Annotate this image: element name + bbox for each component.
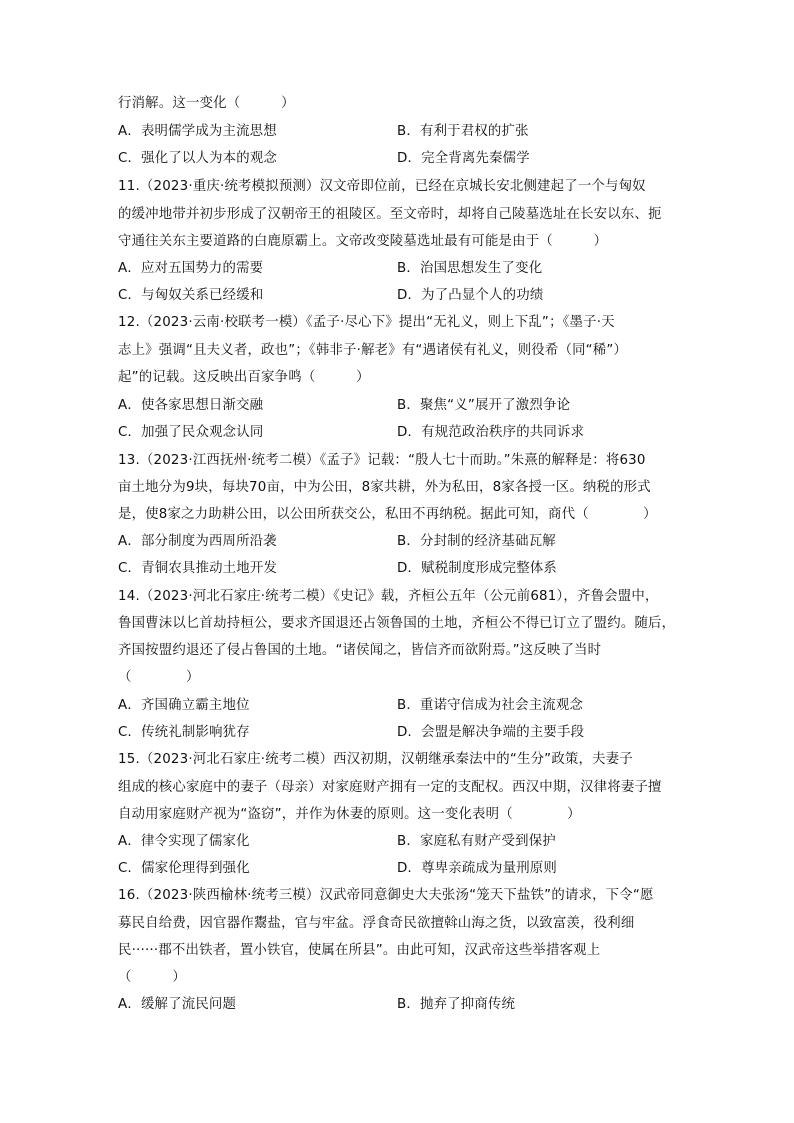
question-12-line: 12.（2023·云南·校联考一模）《孟子·尽心下》提出“无礼义，则上下乱”；《墨子·天 [118,315,615,330]
option-b: B．聚焦“义”展开了激烈争论 [397,398,571,413]
option-c: C．与匈奴关系已经缓和 [118,288,264,303]
option-b: B．治国思想发生了变化 [397,261,543,276]
question-14-line: 14.（2023·河北石家庄·统考二模）《史记》载，齐桓公五年（公元前681），齐鲁会盟中， [118,589,659,604]
text-line: 齐国按盟约退还了侵占鲁国的土地。“诸侯闻之，皆信齐而欲附焉。”这反映了当时 [118,643,602,658]
text-line: 守通往关东主要道路的白鹿原霸上。文帝改变陵墓选址最有可能是由于（ ） [118,234,608,249]
option-d: D．有规范政治秩序的共同诉求 [397,425,585,440]
text-line: 起”的记载。这反映出百家争鸣（ ） [118,370,370,385]
option-a: A．使各家思想日渐交融 [118,398,264,413]
option-d: D．赋税制度形成完整体系 [397,561,558,576]
option-a: A．表明儒学成为主流思想 [118,124,277,139]
text-line: 组成的核心家庭中的妻子（母亲）对家庭财产拥有一定的支配权。西汉中期，汉律将妻子擅 [118,780,662,795]
option-b: B．家庭私有财产受到保护 [397,834,556,849]
option-c: C．儒家伦理得到强化 [118,861,250,876]
option-d: D．尊卑亲疏成为量刑原则 [397,861,558,876]
option-d: D．会盟是解决争端的主要手段 [397,725,585,740]
option-a: A．律令实现了儒家化 [118,834,250,849]
option-b: B．重诺守信成为社会主流观念 [397,698,584,713]
question-16-line: 16.（2023·陕西榆林·统考三模）汉武帝同意御史大夫张汤“笼天下盐铁”的请求，下令“愿 [118,888,654,903]
option-b: B．有利于君权的扩张 [397,124,529,139]
option-c: C．传统礼制影响犹存 [118,725,250,740]
option-d: D．为了凸显个人的功绩 [397,288,544,303]
text-line: 的缓冲地带并初步形成了汉朝帝王的祖陵区。至文帝时，却将自己陵墓选址在长安以东、扼 [118,207,662,222]
text-line: 亩土地分为9块，每块70亩，中为公田，8家共耕，外为私田，8家各授一区。纳税的形式 [118,480,651,495]
text-line: 志上》强调“且夫义者，政也”；《韩非子·解老》有“遇诸侯有礼义，则役希（同“稀”） [118,343,628,358]
option-a: A．缓解了流民问题 [118,997,237,1012]
option-c: C．强化了以人为本的观念 [118,151,278,166]
option-b: B．抛弃了抑商传统 [397,997,516,1012]
option-b: B．分封制的经济基础瓦解 [397,534,556,549]
question-11-line: 11.（2023·重庆·统考模拟预测）汉文帝即位前，已经在京城长安北侧建起了一个与匈奴 [118,179,646,194]
option-a: A．部分制度为西周所沿袭 [118,534,277,549]
answer-blank: （ ） [118,670,200,685]
text-line: 是，使8家之力助耕公田，以公田所获交公，私田不再纳税。据此可知，商代（ ） [118,507,657,522]
text-line: 行消解。这一变化（ ） [118,96,295,111]
option-d: D．完全背离先秦儒学 [397,151,530,166]
text-line: 民······郡不出铁者，置小铁官，使属在所县”。由此可知，汉武帝这些举措客观上 [118,943,601,958]
text-line: 鲁国曹沫以匕首劫持桓公，要求齐国退还占领鲁国的土地，齐桓公不得已订立了盟约。随后， [118,616,676,631]
text-line: 自动用家庭财产视为“盗窃”，并作为休妻的原则。这一变化表明（ ） [118,807,581,822]
option-a: A．应对五国势力的需要 [118,261,264,276]
answer-blank: （ ） [118,970,186,985]
option-a: A．齐国确立霸主地位 [118,698,250,713]
option-c: C．加强了民众观念认同 [118,425,264,440]
option-c: C．青铜农具推动土地开发 [118,561,278,576]
question-15-line: 15.（2023·河北石家庄·统考二模）西汉初期，汉朝继承秦法中的“生分”政策，夫妻子 [118,752,633,767]
question-13-line: 13.（2023·江西抚州·统考二模）《孟子》记载：“殷人七十而助。”朱熹的解释是：将630 [118,453,646,468]
text-line: 募民自给费，因官器作鬻盐，官与牢盆。浮食奇民欲擅斡山海之货，以致富羡，役利细 [118,916,635,931]
